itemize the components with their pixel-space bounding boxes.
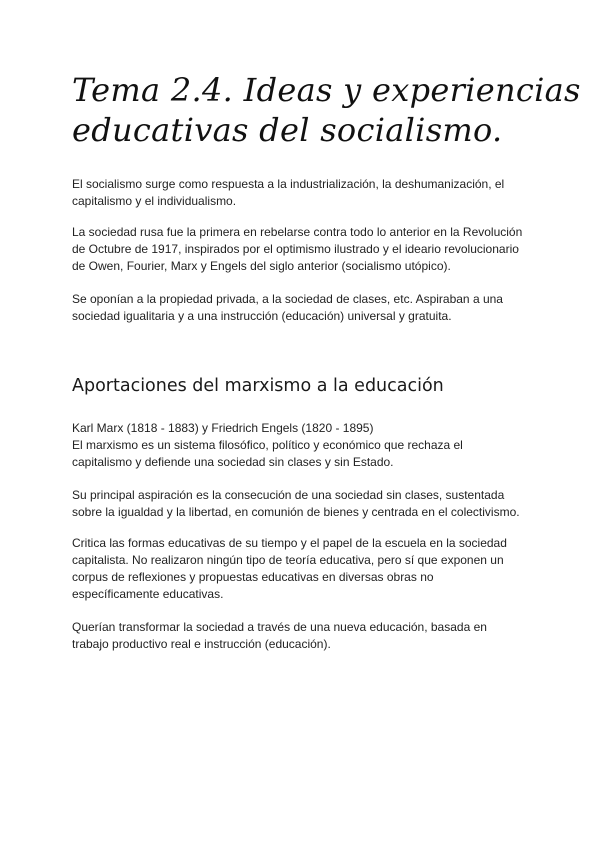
text-line: sobre la igualdad y la libertad, en comunión de bienes y centrada en el colectivismo. — [72, 505, 520, 519]
text-line: Su principal aspiración es la consecución de una sociedad sin clases, sustentada — [72, 488, 505, 502]
text-line: Karl Marx (1818 - 1883) y Friedrich Engels (1820 - 1895) — [72, 421, 374, 435]
section-paragraph-3 — [72, 535, 532, 603]
text-line: El marxismo es un sistema filosófico, político y económico que rechaza el — [72, 438, 463, 452]
text-line: específicamente educativas. — [72, 587, 224, 601]
section-heading: Aportaciones del marxismo a la educación — [72, 376, 444, 396]
section-paragraph-4 — [72, 619, 532, 653]
text-line: sociedad igualitaria y a una instrucción (educación) universal y gratuita. — [72, 309, 452, 323]
text-line: trabajo productivo real e instrucción (educación). — [72, 637, 331, 651]
intro-paragraph-1 — [72, 176, 532, 210]
text-line: Querían transformar la sociedad a través de una nueva educación, basada en — [72, 620, 487, 634]
text-line: de Owen, Fourier, Marx y Engels del siglo anterior (socialismo utópico). — [72, 259, 451, 273]
page-title — [72, 70, 581, 150]
text-line: Critica las formas educativas de su tiempo y el papel de la escuela en la sociedad — [72, 536, 507, 550]
section-paragraph-2 — [72, 487, 532, 521]
intro-paragraph-2 — [72, 224, 532, 275]
text-line: capitalismo y el individualismo. — [72, 194, 237, 208]
section-paragraph-1 — [72, 420, 532, 471]
text-line: El socialismo surge como respuesta a la industrialización, la deshumanización, el — [72, 177, 505, 191]
text-line: capitalismo y defiende una sociedad sin clases y sin Estado. — [72, 455, 394, 469]
title-line-1: Tema 2.4. Ideas y experiencias — [72, 71, 581, 109]
text-line: corpus de reflexiones y propuestas educativas en diversas obras no — [72, 570, 434, 584]
text-line: Se oponían a la propiedad privada, a la sociedad de clases, etc. Aspiraban a una — [72, 292, 503, 306]
intro-paragraph-3 — [72, 291, 532, 325]
text-line: capitalista. No realizaron ningún tipo de teoría educativa, pero sí que exponen un — [72, 553, 504, 567]
text-line: La sociedad rusa fue la primera en rebelarse contra todo lo anterior en la Revolución — [72, 225, 523, 239]
text-line: de Octubre de 1917, inspirados por el optimismo ilustrado y el ideario revolucionario — [72, 242, 519, 256]
title-line-2: educativas del socialismo. — [72, 111, 503, 149]
